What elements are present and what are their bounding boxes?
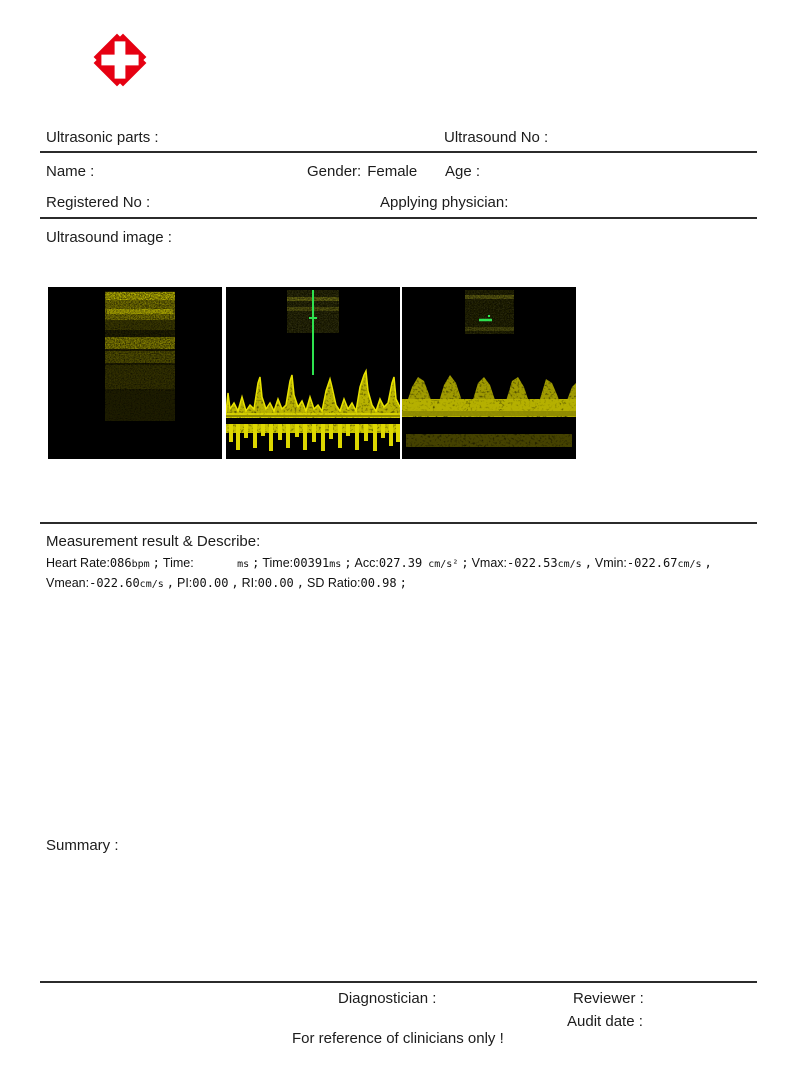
divider	[40, 151, 757, 153]
doppler-spectrum-with-green-cursor	[226, 287, 400, 459]
doppler-spectrum-waveform	[402, 287, 576, 459]
reference-note: For reference of clinicians only !	[292, 1030, 504, 1047]
gender-label: Gender:	[307, 163, 362, 180]
diagnostician-label: Diagnostician :	[338, 990, 437, 1007]
divider	[40, 981, 757, 983]
measurement-heart-rate: Heart Rate:086bpm ;	[46, 556, 160, 570]
gender-value: Female	[367, 163, 418, 180]
measurement-lines	[46, 554, 766, 594]
measurement-pi: PI:00.00 ,	[177, 576, 239, 590]
reviewer-label: Reviewer :	[573, 990, 644, 1007]
measurement-vmean: Vmean:-022.60cm/s ,	[46, 576, 174, 590]
measurement-sd-ratio: SD Ratio:00.98 ;	[307, 576, 407, 590]
ultrasound-no-label: Ultrasound No :	[444, 129, 549, 146]
applying-physician-label: Applying physician:	[380, 194, 509, 211]
ultrasound-image-label: Ultrasound image :	[46, 229, 172, 246]
measurement-vmin: Vmin:-022.67cm/s ,	[594, 556, 712, 570]
name-label: Name :	[46, 163, 95, 180]
measurement-time-blank: Time: ms ;	[162, 556, 260, 570]
measurement-time: Time:00391ms ;	[262, 556, 352, 570]
divider	[40, 522, 757, 524]
divider	[40, 217, 757, 219]
audit-date-label: Audit date :	[567, 1013, 643, 1030]
gender-field	[307, 163, 417, 180]
measurement-line	[46, 554, 766, 574]
ultrasonic-parts-label: Ultrasonic parts :	[46, 129, 159, 146]
hospital-cross-logo	[84, 22, 156, 98]
measurement-acc: Acc:027.39 cm/s² ;	[354, 556, 469, 570]
measurement-vmax: Vmax:-022.53cm/s ,	[471, 556, 592, 570]
summary-label: Summary :	[46, 837, 119, 854]
measurement-line	[46, 574, 766, 594]
measurement-ri: RI:00.00 ,	[241, 576, 304, 590]
measurement-title: Measurement result & Describe:	[46, 533, 261, 550]
age-label: Age :	[445, 163, 481, 180]
registered-no-label: Registered No :	[46, 194, 151, 211]
b-mode-ultrasound-image	[48, 287, 222, 459]
